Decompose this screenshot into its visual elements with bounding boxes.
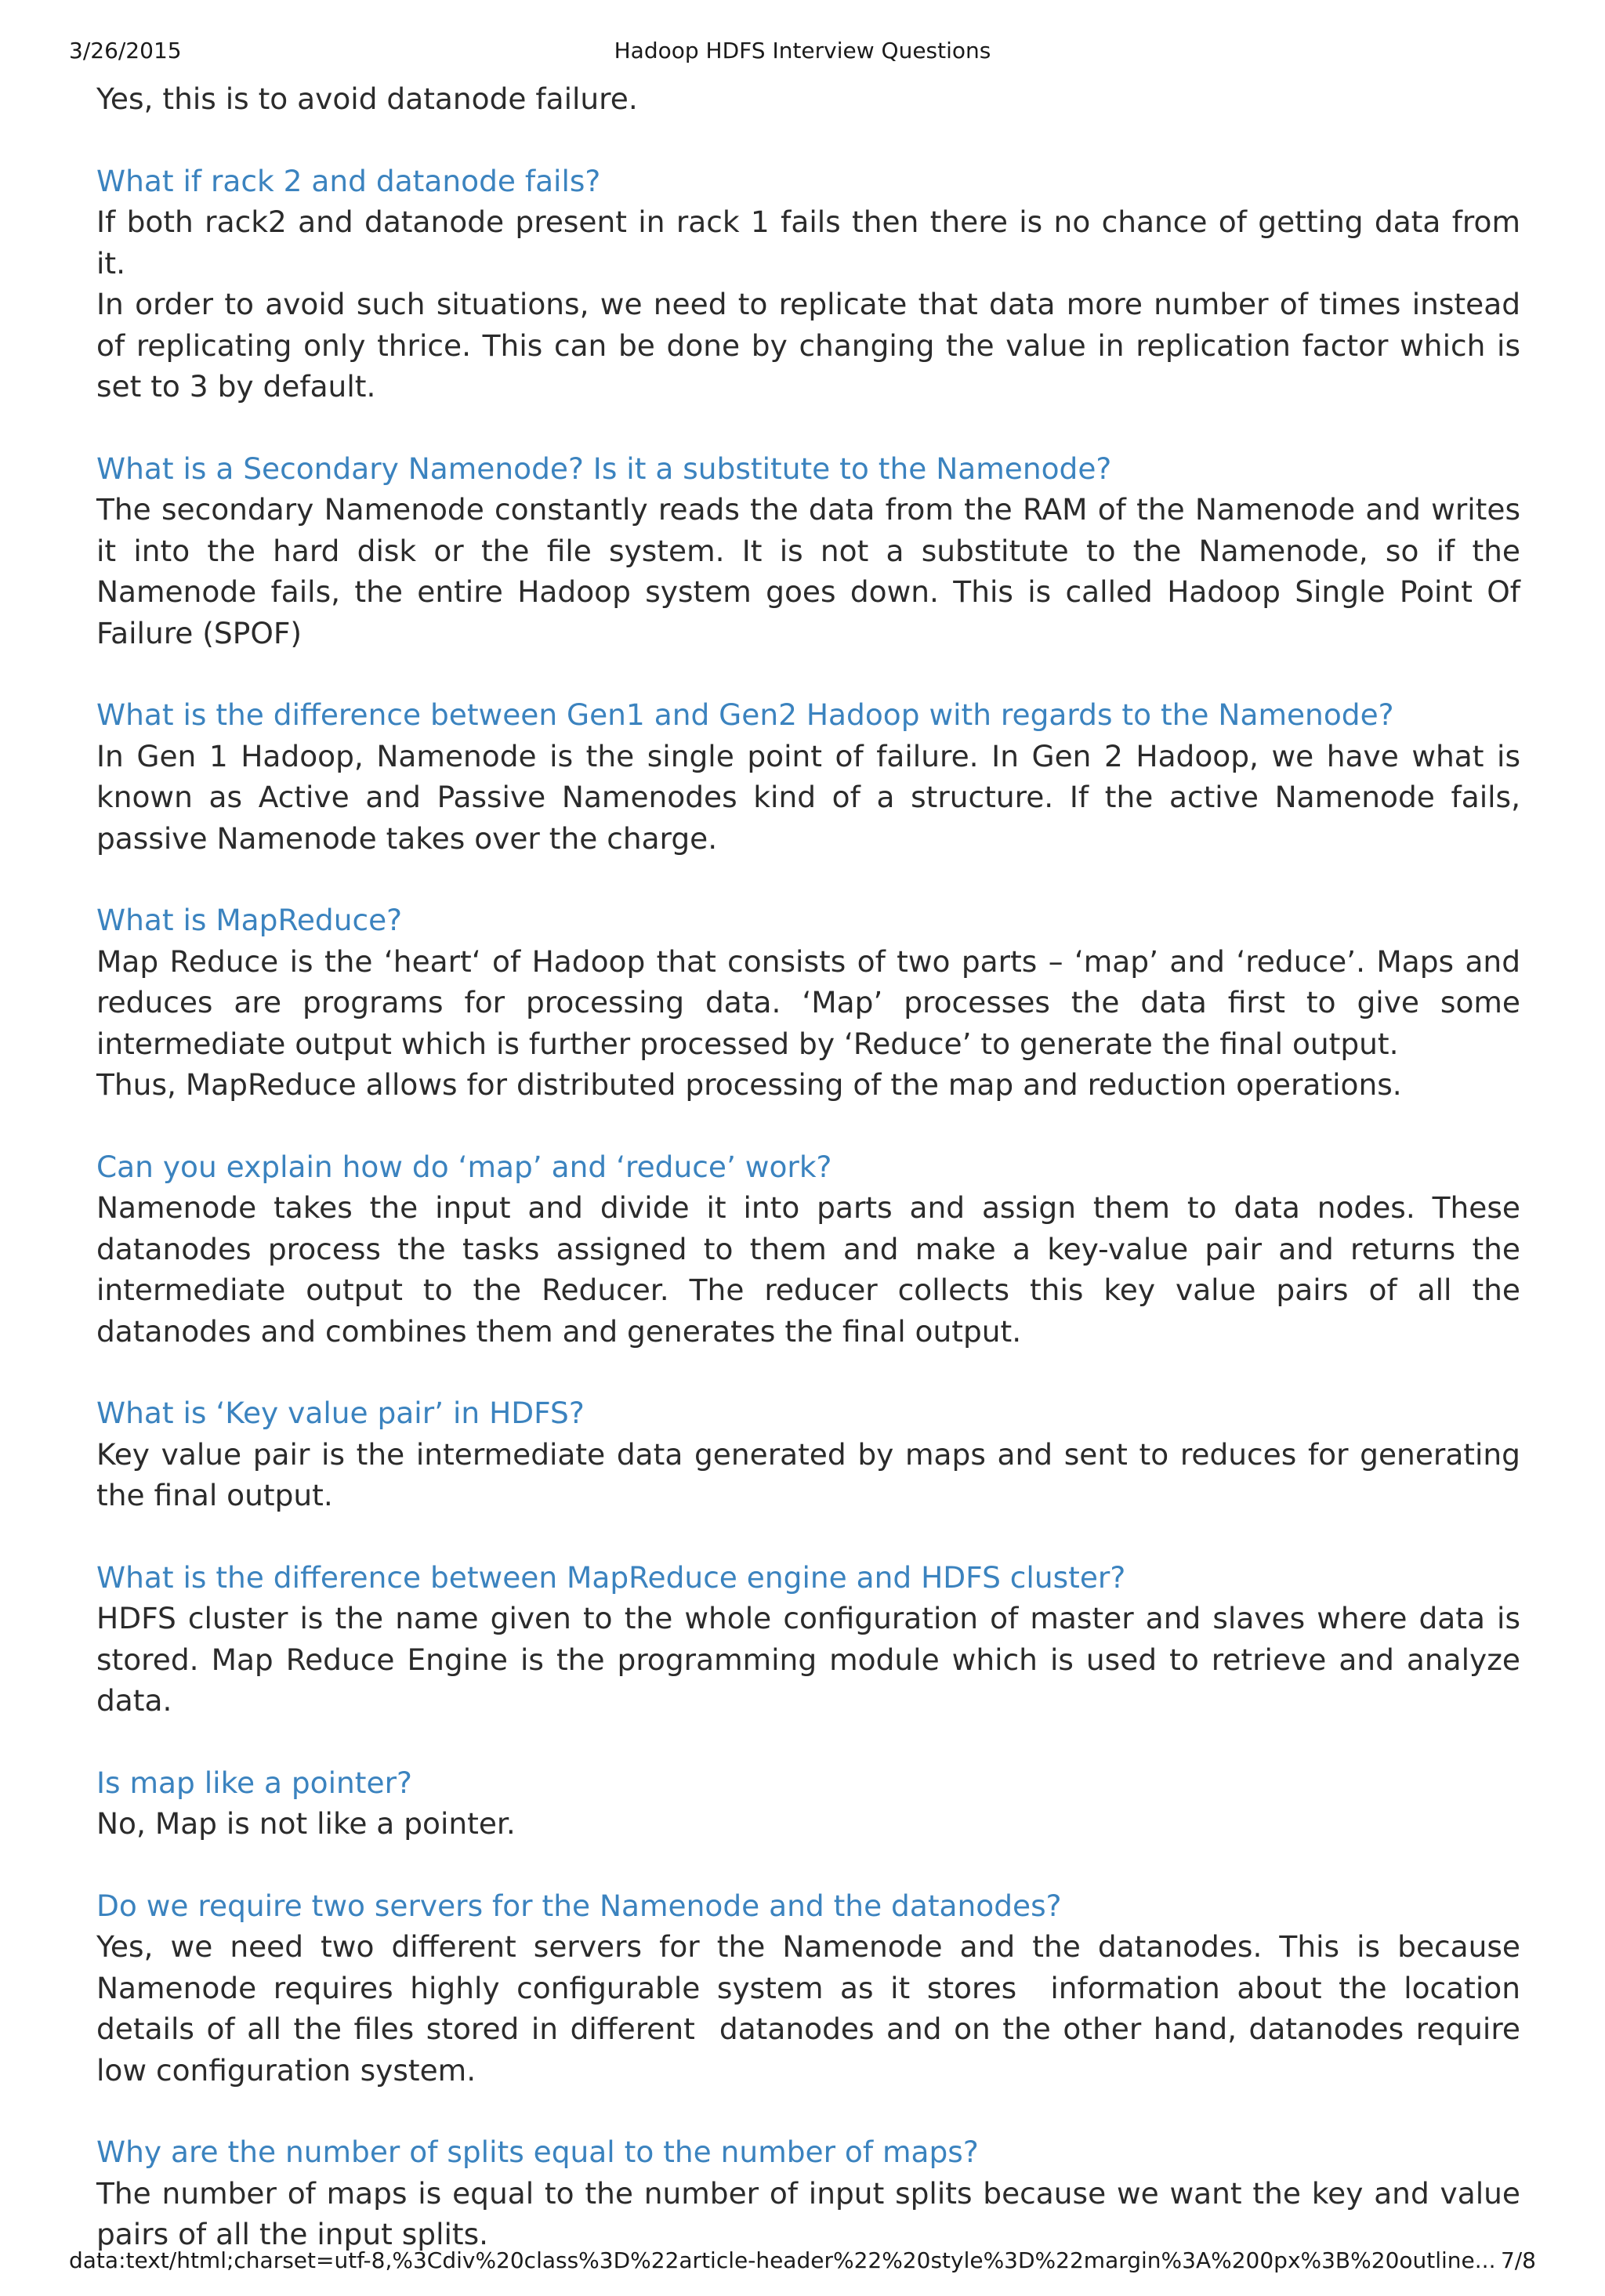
answer-text: The number of maps is equal to the number of input splits because we want the key and value pairs of all the input splits. bbox=[96, 2175, 1530, 2251]
qa-block bbox=[96, 1146, 1530, 1353]
question-heading: What is MapReduce? bbox=[96, 903, 403, 937]
print-footer bbox=[69, 2247, 1536, 2279]
answer-text: Key value pair is the intermediate data generated by maps and sent to reduces for generating the final output. bbox=[96, 1436, 1530, 1512]
qa-block bbox=[96, 448, 1530, 654]
question-heading: What is the difference between MapReduce engine and HDFS cluster? bbox=[96, 1559, 1126, 1595]
qa-block bbox=[96, 1762, 1520, 1845]
print-title: Hadoop HDFS Interview Questions bbox=[614, 38, 991, 63]
question-heading: Do we require two servers for the Namenode and the datanodes? bbox=[96, 1888, 1062, 1923]
answer-line: In order to avoid such situations, we need to replicate that data more number of times instead of replicating only thrice. This can be done by changing the value in replication factor which is set to 3 by default. bbox=[96, 287, 1530, 404]
answer-text: HDFS cluster is the name given to the whole configuration of master and slaves where data is stored. Map Reduce Engine is the programming module which is used to retrieve and analyze data. bbox=[96, 1601, 1530, 1718]
answer-text: Namenode takes the input and divide it into parts and assign them to data nodes. These datanodes process the tasks assigned to them and make a key-value pair and returns the intermediate output to the Reducer. The reducer collects this key value pairs of all the datanodes and combines them and generates the final output. bbox=[96, 1190, 1530, 1349]
question-heading: Why are the number of splits equal to the number of maps? bbox=[96, 2135, 979, 2169]
answer-text: The secondary Namenode constantly reads the data from the RAM of the Namenode and writes it into the hard disk or the file system. It is not a substitute to the Namenode, so if the Namenode fails, the entire Hadoop system goes down. This is called Hadoop Single Point Of Failure (SPOF) bbox=[96, 492, 1530, 650]
qa-block bbox=[96, 1392, 1530, 1516]
article-content bbox=[96, 78, 1530, 2296]
answer-text: Yes, we need two different servers for the Namenode and the datanodes. This is because Namenode requires highly configurable system as it stores information about the location details of all the files stored in different datanodes and on the other hand, datanodes require low configuration system. bbox=[96, 1929, 1530, 2088]
print-date: 3/26/2015 bbox=[69, 38, 182, 63]
answer-text bbox=[96, 201, 1530, 407]
qa-block bbox=[96, 161, 1530, 407]
source-url: data:text/html;charset=utf-8,%3Cdiv%20class%3D%22article-header%22%20style%3D%22margin%3A%200px%3B%20outline... bbox=[69, 2247, 1496, 2273]
qa-block bbox=[96, 1885, 1530, 2091]
print-header bbox=[69, 38, 1536, 69]
question-heading: What is a Secondary Namenode? Is it a substitute to the Namenode? bbox=[96, 451, 1112, 486]
page-number: 7/8 bbox=[1500, 2247, 1536, 2273]
answer-text: In Gen 1 Hadoop, Namenode is the single point of failure. In Gen 2 Hadoop, we have what is known as Active and Passive Namenodes kind of a structure. If the active Namenode fails, passive Namenode takes over the charge. bbox=[96, 738, 1530, 856]
question-heading: Is map like a pointer? bbox=[96, 1765, 412, 1800]
qa-block bbox=[96, 2131, 1530, 2255]
answer-line: Map Reduce is the ‘heart‘ of Hadoop that consists of two parts – ‘map’ and ‘reduce’. Maps and reduces are programs for processing data. ‘Map’ processes the data first to give some intermediate output which is further processed by ‘Reduce’ to generate the final output. bbox=[96, 943, 1530, 1061]
answer-text bbox=[96, 941, 1530, 1106]
qa-block bbox=[96, 1557, 1530, 1722]
question-heading: Can you explain how do ‘map’ and ‘reduce’ work? bbox=[96, 1149, 832, 1184]
qa-block bbox=[96, 694, 1530, 859]
question-heading: What is ‘Key value pair’ in HDFS? bbox=[96, 1396, 585, 1430]
answer-line: Thus, MapReduce allows for distributed processing of the map and reduction operations. bbox=[96, 1067, 1402, 1102]
question-heading: What if rack 2 and datanode fails? bbox=[96, 163, 601, 198]
answer-line: If both rack2 and datanode present in rack 1 fails then there is no chance of getting data from it. bbox=[96, 205, 1530, 281]
intro-answer: Yes, this is to avoid datanode failure. bbox=[96, 81, 638, 116]
question-heading: What is the difference between Gen1 and Gen2 Hadoop with regards to the Namenode? bbox=[96, 697, 1394, 732]
qa-block bbox=[96, 900, 1530, 1106]
answer-text: No, Map is not like a pointer. bbox=[96, 1806, 516, 1841]
